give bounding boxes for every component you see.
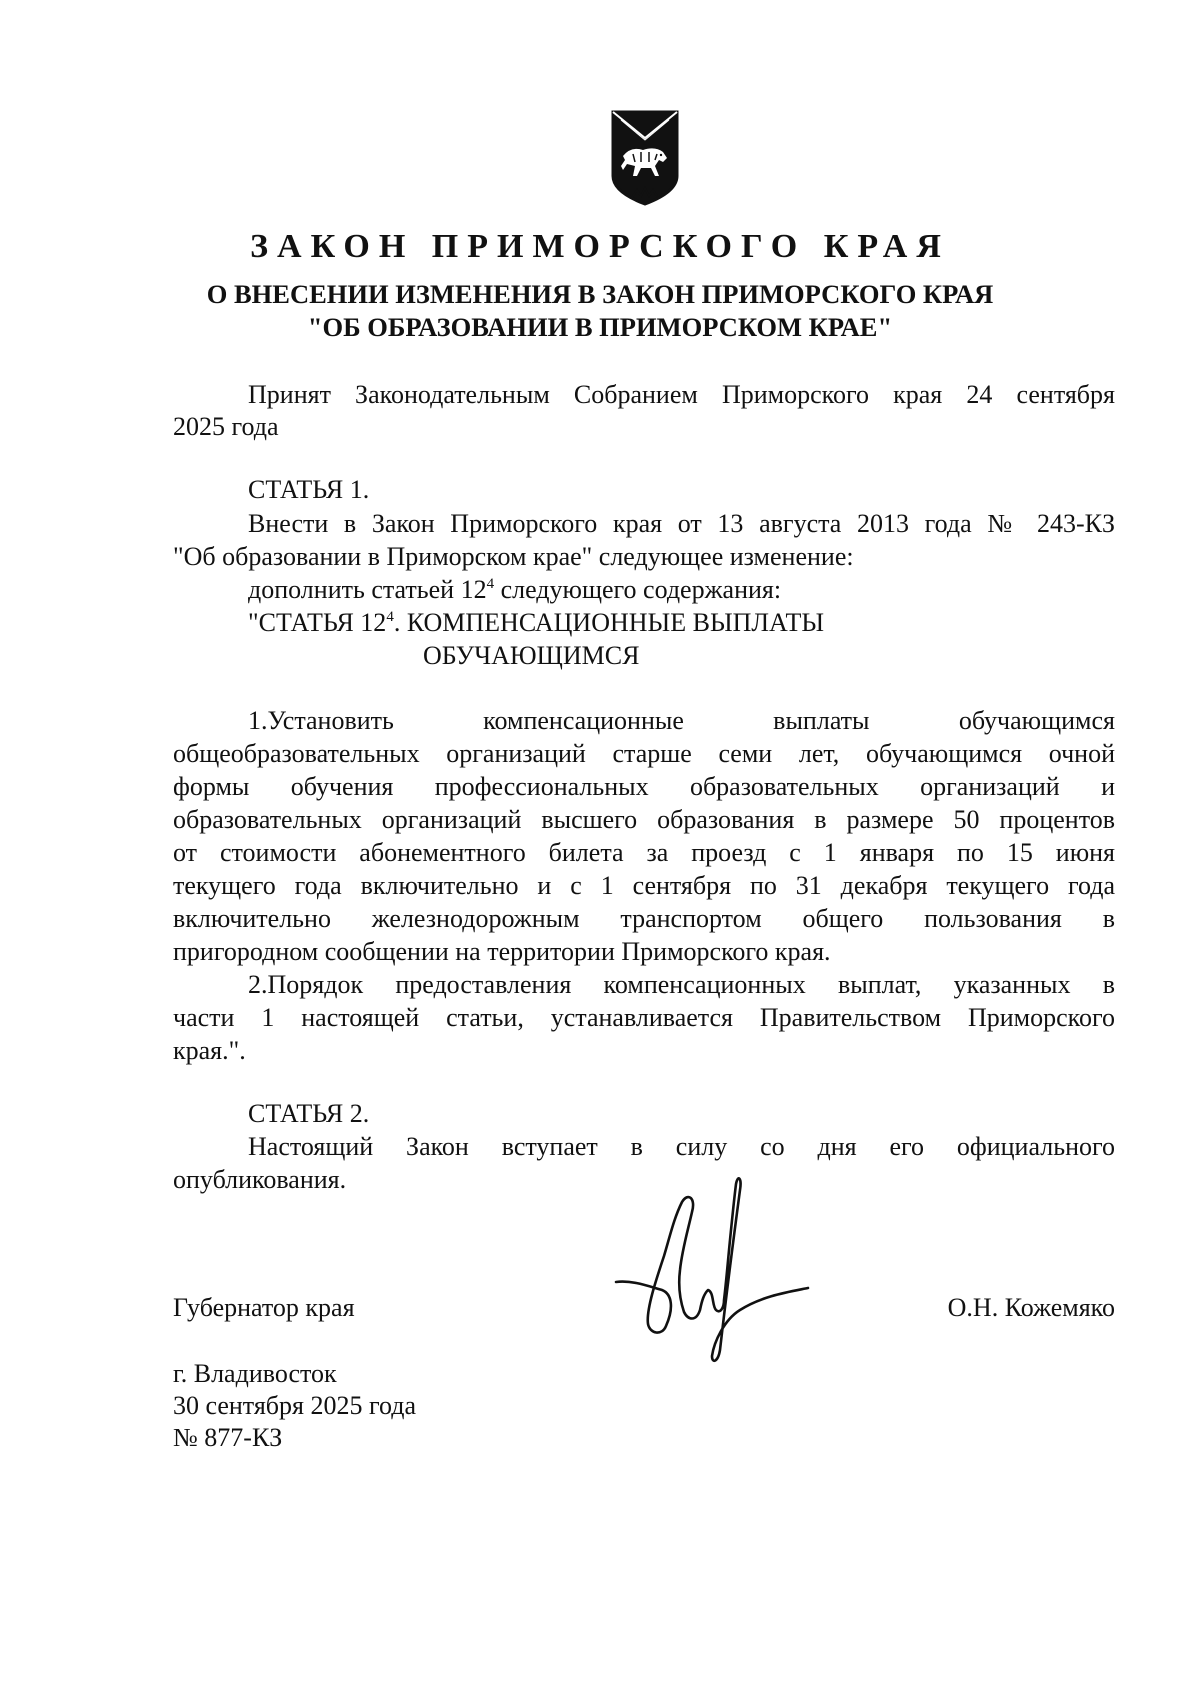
subtitle-line-1: О ВНЕСЕНИИ ИЗМЕНЕНИЯ В ЗАКОН ПРИМОРСКОГО КРАЯ xyxy=(206,279,994,309)
article-2-line-1: Настоящий Закон вступает в силу со дня его официального xyxy=(248,1132,1115,1161)
article-2-heading: СТАТЬЯ 2. xyxy=(248,1099,370,1128)
point-1-line-5: от стоимости абонементного билета за проезд с 1 января по 15 июня xyxy=(173,838,1115,867)
point-1-line-7: включительно железнодорожным транспортом общего пользования в xyxy=(173,904,1115,933)
point-1-line-6: текущего года включительно и с 1 сентября по 31 декабря текущего года xyxy=(173,871,1115,900)
signature-icon xyxy=(612,1160,812,1370)
adoption-line-2: 2025 года xyxy=(173,412,279,441)
point-1-line-8: пригородном сообщении на территории Приморского края. xyxy=(173,937,831,966)
point-2-line-2: части 1 настоящей статьи, устанавливается Правительством Приморского xyxy=(173,1003,1115,1032)
article-1-p2: дополнить статьей $12^4$ следующего содержания: xyxy=(248,575,782,604)
point-1-line-3: формы обучения профессиональных образовательных организаций и xyxy=(173,772,1115,801)
signatory-position: Губернатор края xyxy=(173,1293,355,1322)
new-article-heading: "СТАТЬЯ $12^4$. КОМПЕНСАЦИОННЫЕ ВЫПЛАТЫ xyxy=(248,608,825,637)
point-2-line-1: 2.Порядок предоставления компенсационных выплат, указанных в xyxy=(248,970,1115,999)
adoption-line-1: Принят Законодательным Собранием Приморского края 24 сентября xyxy=(248,380,1115,409)
point-1-line-4: образовательных организаций высшего образования в размере 50 процентов xyxy=(173,805,1115,834)
article-2-line-2: опубликования. xyxy=(173,1165,347,1194)
place-of-signing: г. Владивосток xyxy=(173,1359,337,1388)
point-2-line-3: края.". xyxy=(173,1036,246,1065)
point-1-line-2: общеобразовательных организаций старше семи лет, обучающимся очной xyxy=(173,739,1115,768)
new-article-heading-line-2: ОБУЧАЮЩИМСЯ xyxy=(423,641,640,670)
signing-date: 30 сентября 2025 года xyxy=(173,1391,417,1420)
article-1-heading: СТАТЬЯ 1. xyxy=(248,475,370,504)
subtitle-line-2: "ОБ ОБРАЗОВАНИИ В ПРИМОРСКОМ КРАЕ" xyxy=(307,312,893,342)
law-subtitle xyxy=(0,278,1200,344)
law-title: ЗАКОН ПРИМОРСКОГО КРАЯ xyxy=(250,228,950,265)
article-1-p1-line-2: "Об образовании в Приморском крае" следующее изменение: xyxy=(173,542,854,571)
law-number: № 877-КЗ xyxy=(173,1423,283,1452)
coat-of-arms-icon xyxy=(603,104,687,208)
article-1-p1-line-1: Внести в Закон Приморского края от 13 августа 2013 года № 243-КЗ xyxy=(248,509,1115,538)
point-1-line-1: 1.Установить компенсационные выплаты обучающимся xyxy=(248,706,1115,735)
signatory-name: О.Н. Кожемяко xyxy=(947,1293,1115,1322)
